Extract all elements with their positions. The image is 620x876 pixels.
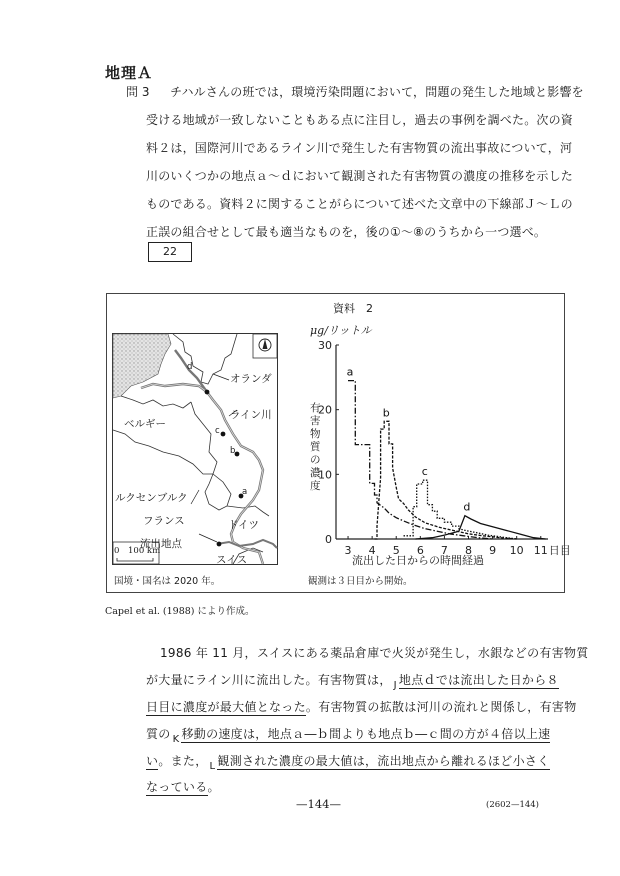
underline-l-part1: 観測された濃度の最大値は，流出地点から離れるほど小さく	[217, 754, 550, 768]
series-a-line	[348, 381, 493, 539]
underline-k-part2: い	[146, 754, 159, 768]
scale-zero-label: 0	[114, 546, 120, 556]
x-tick-label: 3	[344, 544, 352, 557]
spill-point-marker	[217, 542, 222, 547]
underline-j-part1: 地点ｄでは流出した日から８	[398, 673, 559, 687]
passage-line	[146, 671, 559, 691]
border-be-de	[191, 402, 217, 474]
point-a-label: a	[242, 487, 248, 497]
x-tick-label: 4	[368, 544, 376, 557]
x-tick-label: 9	[489, 544, 497, 557]
chart-note: 観測は３日目から開始。	[308, 576, 413, 587]
map-note: 国境・国名は 2020 年。	[114, 576, 221, 587]
passage-text: 質の	[146, 727, 171, 741]
question-text-line: 受ける地域が一致しないこともある点に注目し，過去の事例を調べた。次の資	[146, 113, 574, 127]
y-tick-label: 30	[318, 339, 332, 352]
x-tick-label: 7	[440, 544, 448, 557]
x-tick-label: 6	[416, 544, 424, 557]
series-c-line	[404, 480, 517, 539]
point-d-label: d	[187, 362, 193, 372]
underline-tag-j: J	[393, 680, 397, 691]
question-label: 問 3	[126, 85, 150, 99]
underline-tag-l: L	[209, 761, 216, 772]
belgium-label: ベルギー	[124, 418, 166, 430]
series-d-label: d	[463, 500, 471, 514]
switzerland-label: スイス	[216, 554, 248, 566]
point-b-label: b	[230, 446, 236, 456]
border-nl-be	[121, 396, 191, 408]
answer-number-box[interactable]: 22	[148, 242, 192, 262]
underline-k-part1: 移動の速度は，地点ａ―ｂ間よりも地点ｂ―ｃ間の方が４倍以上速	[181, 727, 551, 741]
subject-heading: 地理Ａ	[105, 64, 154, 82]
scale-distance-label: 100 km	[128, 546, 161, 556]
page-number: —144—	[296, 797, 341, 811]
underline-l-part2: なっている	[146, 780, 208, 794]
point-c-label: c	[215, 426, 220, 436]
rhine-label: ライン川	[230, 409, 272, 421]
figure-title: 資料 2	[333, 302, 373, 315]
border-lux	[205, 474, 231, 510]
y-tick-label: 20	[318, 403, 332, 417]
question-text-line: 川のいくつかの地点ａ～ｄにおいて観測された有害物質の濃度の推移を示した	[146, 169, 574, 183]
question-text-line: 料２は，国際河川であるライン川で発生した有害物質の流出事故について，河	[146, 141, 573, 155]
passage-line	[146, 698, 577, 715]
point-c-marker	[221, 432, 226, 437]
y-axis-label: 有害物質の濃度	[310, 402, 321, 492]
spill-point-label: 流出地点	[140, 538, 182, 550]
luxembourg-label: ルクセンブルク	[115, 492, 188, 504]
series-b-line	[375, 421, 517, 539]
x-tick-label: 8	[465, 544, 472, 557]
border-be-fr	[113, 430, 213, 474]
passage-text: が大量にライン川に流出した。有害物質は，	[146, 673, 392, 687]
passage-text: 。また，	[158, 754, 208, 768]
source-citation: Capel et al. (1988) により作成。	[105, 606, 255, 617]
y-tick-label: 10	[318, 468, 332, 482]
swiss-river	[217, 540, 277, 548]
x-tick-label: 11	[533, 544, 548, 557]
x-tick-label: 10	[509, 544, 524, 557]
question-text-line: 正誤の組合せとして最も適当なものを，後の①～⑧のうちから一つ選べ。	[146, 225, 547, 239]
question-text-line: ものである。資料２に関することがらについて述べた文章中の下線部Ｊ～Ｌの	[146, 197, 573, 211]
underline-j-part2: 日目に濃度が最大値となった	[146, 700, 306, 714]
passage-text: 。	[207, 780, 220, 794]
france-label: フランス	[143, 515, 185, 527]
underline-tag-k: K	[172, 734, 180, 745]
x-tick-label: 5	[392, 544, 400, 557]
series-a-label: a	[346, 365, 354, 379]
question-text-line: チハルさんの班では，環境汚染問題において，問題の発生した地域と影響を	[170, 85, 584, 99]
y-tick-label: 0	[325, 533, 332, 546]
passage-line: 1986 年 11 月，スイスにある薬品倉庫で火災が発生し，水銀などの有害物質	[160, 646, 589, 660]
concentration-chart	[300, 335, 571, 565]
passage-line	[146, 752, 550, 772]
point-d-marker	[205, 390, 210, 395]
netherlands-label: オランダ	[230, 373, 272, 385]
series-c-label: c	[421, 465, 428, 479]
passage-line	[146, 725, 551, 745]
exam-code: (2602—144)	[486, 800, 539, 810]
germany-label: ドイツ	[228, 519, 259, 531]
x-axis-label: 流出した日からの時間経過	[352, 554, 484, 567]
north-arrow-icon	[253, 334, 277, 358]
series-b-label: b	[382, 406, 390, 420]
x-unit-label: 日目	[548, 544, 571, 557]
passage-line	[146, 778, 220, 795]
passage-text: 。有害物質の拡散は河川の流れと関係し，有害物	[305, 700, 577, 714]
y-unit-label: μg/リットル	[310, 324, 372, 337]
